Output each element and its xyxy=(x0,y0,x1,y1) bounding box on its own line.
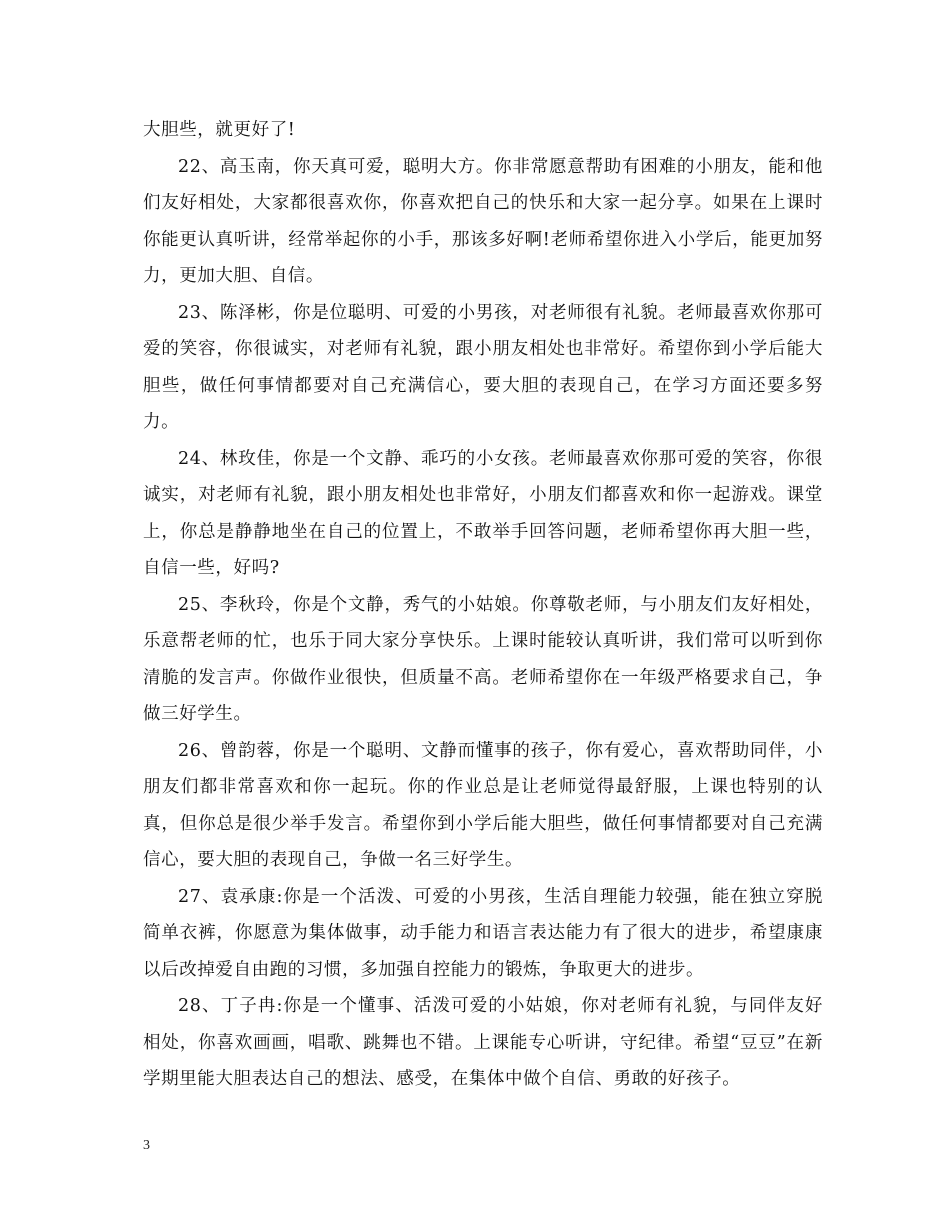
paragraph-comment-24: 24、林玫佳，你是一个文静、乖巧的小女孩。老师最喜欢你那可爱的笑容，你很诚实，对老师有礼貌，跟小朋友相处也非常好，小朋友们都喜欢和你一起游戏。课堂上，你总是静静地坐在自己的位置上，不敢举手回答问题，老师希望你再大胆一些，自信一些，好吗? xyxy=(143,448,823,578)
paragraph-comment-26: 26、曾韵蓉，你是一个聪明、文静而懂事的孩子，你有爱心，喜欢帮助同伴，小朋友们都非常喜欢和你一起玩。你的作业总是让老师觉得最舒服，上课也特别的认真，但你总是很少举手发言。希望你到小学后能大胆些，做任何事情都要对自己充满信心，要大胆的表现自己，争做一名三好学生。 xyxy=(143,740,823,870)
paragraph-comment-22: 22、高玉南，你天真可爱，聪明大方。你非常愿意帮助有困难的小朋友，能和他们友好相处，大家都很喜欢你，你喜欢把自己的快乐和大家一起分享。如果在上课时你能更认真听讲，经常举起你的小手，那该多好啊!老师希望你进入小学后，能更加努力，更加大胆、自信。 xyxy=(143,156,823,286)
paragraph-comment-25: 25、李秋玲，你是个文静，秀气的小姑娘。你尊敬老师，与小朋友们友好相处，乐意帮老师的忙，也乐于同大家分享快乐。上课时能较认真听讲，我们常可以听到你清脆的发言声。你做作业很快，但质量不高。老师希望你在一年级严格要求自己，争做三好学生。 xyxy=(143,594,823,724)
paragraph-comment-27: 27、袁承康:你是一个活泼、可爱的小男孩，生活自理能力较强，能在独立穿脱简单衣裤，你愿意为集体做事，动手能力和语言表达能力有了很大的进步，希望康康以后改掉爱自由跑的习惯，多加强自控能力的锻炼，争取更大的进步。 xyxy=(143,886,823,980)
document-body xyxy=(143,112,823,1098)
paragraph-comment-23: 23、陈泽彬，你是位聪明、可爱的小男孩，对老师很有礼貌。老师最喜欢你那可爱的笑容，你很诚实，对老师有礼貌，跟小朋友相处也非常好。希望你到小学后能大胆些，做任何事情都要对自己充满信心，要大胆的表现自己，在学习方面还要多努力。 xyxy=(143,302,823,432)
paragraph-comment-28: 28、丁子冉:你是一个懂事、活泼可爱的小姑娘，你对老师有礼貌，与同伴友好相处，你喜欢画画，唱歌、跳舞也不错。上课能专心听讲，守纪律。希望“豆豆”在新学期里能大胆表达自己的想法、感受，在集体中做个自信、勇敢的好孩子。 xyxy=(143,996,823,1089)
paragraph-continuation: 大胆些，就更好了! xyxy=(143,120,296,140)
page-number: 3 xyxy=(143,1138,150,1153)
